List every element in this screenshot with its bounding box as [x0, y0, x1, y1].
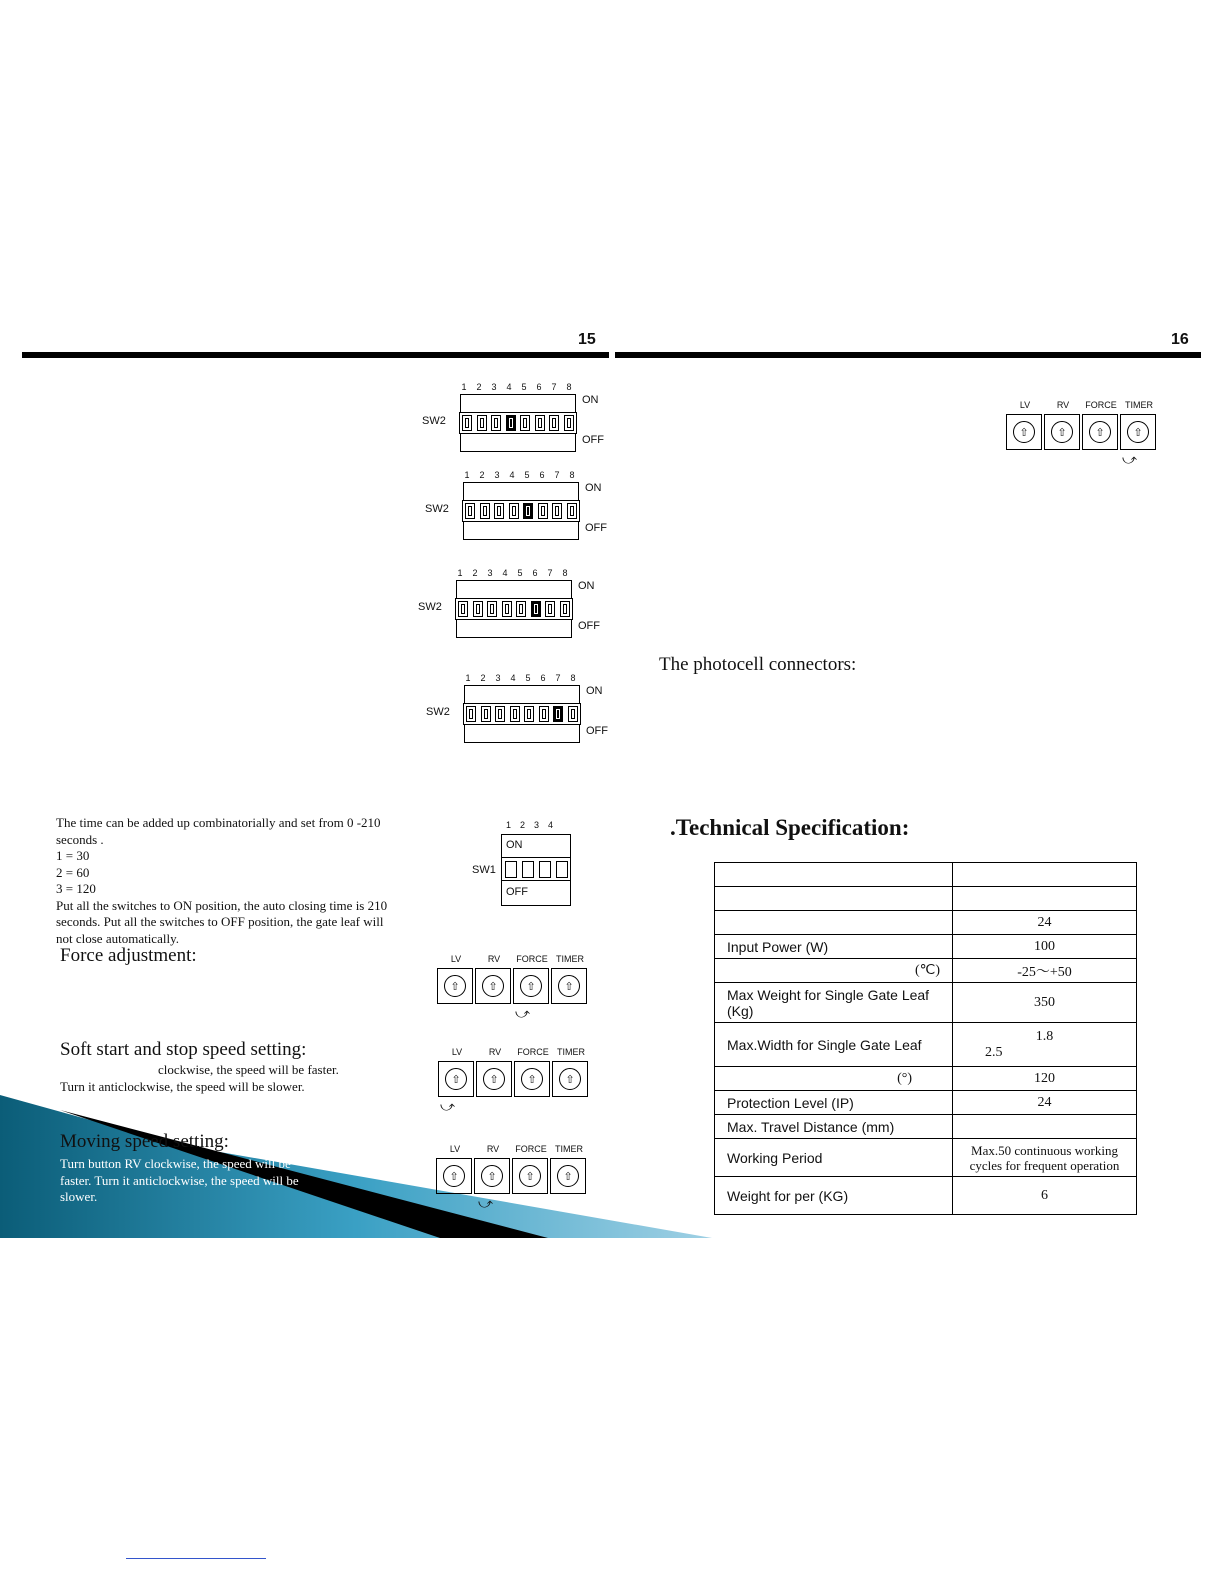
up-arrow-icon: ⇧: [445, 1068, 467, 1090]
spec-label: Max.Width for Single Gate Leaf: [715, 1023, 953, 1067]
knob-label: RV: [487, 954, 501, 964]
table-row: [715, 887, 1137, 911]
rotate-arrow-icon: ⤻: [515, 1006, 530, 1022]
dip-switch-sw2-2: [423, 470, 613, 564]
on-label: ON: [582, 394, 599, 406]
up-arrow-icon: ⇧: [557, 1165, 579, 1187]
switch-number: 5: [517, 568, 523, 578]
knob-label: LV: [450, 954, 462, 964]
knob-label: LV: [1019, 400, 1031, 410]
spec-label: Protection Level (IP): [715, 1091, 953, 1115]
spec-label: Working Period: [715, 1139, 953, 1177]
spec-value: 6: [953, 1177, 1137, 1215]
off-label: OFF: [578, 620, 600, 632]
text-line: slower.: [60, 1189, 98, 1204]
switch-number: 7: [555, 673, 561, 683]
rv-knob: [474, 1158, 510, 1194]
up-arrow-icon: ⇧: [519, 1165, 541, 1187]
spec-value: Max.50 continuous working cycles for frequent operation: [953, 1139, 1137, 1177]
spec-value: 120: [953, 1067, 1137, 1091]
footer-link-underline: [126, 1558, 266, 1559]
timer-knob: [550, 1158, 586, 1194]
spec-label: [715, 911, 953, 935]
knob-label: TIMER: [555, 1144, 583, 1154]
off-label: OFF: [586, 725, 608, 737]
switch-number: 7: [554, 470, 560, 480]
knob-label: TIMER: [1125, 400, 1153, 410]
sw2-label: SW2: [426, 706, 450, 718]
knob-label: FORCE: [517, 1047, 549, 1057]
dip-toggle: [553, 706, 563, 722]
rv-knob: [475, 968, 511, 1004]
switch-number: 4: [548, 820, 554, 830]
on-label: ON: [585, 482, 602, 494]
switch-number: 8: [569, 470, 575, 480]
switch-number: 7: [547, 568, 553, 578]
dip-toggle: [487, 601, 497, 617]
lv-knob: [437, 968, 473, 1004]
dip-toggle: [473, 601, 483, 617]
table-row: [715, 1067, 1137, 1091]
header-rule-left: [22, 352, 609, 358]
spec-label: Max. Travel Distance (mm): [715, 1115, 953, 1139]
spec-label: (°): [715, 1067, 953, 1091]
switch-number: 2: [520, 820, 526, 830]
switch-number: 3: [491, 382, 497, 392]
table-row: [715, 935, 1137, 959]
switch-number: 1: [506, 820, 512, 830]
spec-label: (℃): [715, 959, 953, 983]
up-arrow-icon: ⇧: [483, 1068, 505, 1090]
switch-numbers: [506, 820, 553, 830]
dip-toggle: [524, 706, 534, 722]
switch-number: 3: [487, 568, 493, 578]
moving-speed-heading: Moving speed setting:: [60, 1131, 229, 1152]
switch-number: 7: [551, 382, 557, 392]
switch-number: 6: [532, 568, 538, 578]
force-knob: [512, 1158, 548, 1194]
spec-value: 24: [953, 1091, 1137, 1115]
rv-knob: [1044, 414, 1080, 450]
moving-speed-text: [60, 1156, 299, 1206]
spec-value: 350: [953, 983, 1137, 1023]
spec-value: [953, 1115, 1137, 1139]
force-heading: Force adjustment:: [60, 945, 197, 966]
switch-number: 4: [502, 568, 508, 578]
sw2-label: SW2: [425, 503, 449, 515]
knob-label: TIMER: [557, 1047, 585, 1057]
off-label: OFF: [506, 886, 528, 898]
switch-housing: [464, 685, 580, 743]
sw1-label: SW1: [472, 864, 496, 876]
dip-switch-sw2-1: [420, 382, 610, 476]
switch-number: 5: [524, 470, 530, 480]
dip-toggle: [462, 415, 472, 431]
switch-numbers: [464, 673, 577, 683]
dip-toggle: [516, 601, 526, 617]
text-line: seconds .: [56, 831, 104, 847]
spec-label: [715, 863, 953, 887]
switch-housing: [456, 580, 572, 638]
force-knob: [513, 968, 549, 1004]
photocell-heading: The photocell connectors:: [659, 654, 857, 675]
switch-number: 1: [464, 470, 470, 480]
spec-heading: .Technical Specification:: [670, 815, 910, 840]
text-line: Turn button RV clockwise, the speed will be: [60, 1156, 291, 1171]
switch-number: 3: [495, 673, 501, 683]
up-arrow-icon: ⇧: [1013, 421, 1035, 443]
knob-panel-moving: [436, 1144, 588, 1212]
table-row: [715, 1115, 1137, 1139]
knob-label: FORCE: [516, 954, 548, 964]
dip-toggle: [480, 503, 490, 519]
off-label: OFF: [582, 434, 604, 446]
knob-label: LV: [451, 1047, 463, 1057]
spec-label: Weight for per (KG): [715, 1177, 953, 1215]
spec-value-secondary: 2.5: [985, 1044, 1003, 1060]
knob-label: FORCE: [515, 1144, 547, 1154]
dip-switch-sw1: [470, 820, 580, 910]
dip-toggle: [465, 503, 475, 519]
page-number-left: 15: [578, 331, 596, 348]
switch-numbers: [463, 470, 576, 480]
switch-number: 6: [539, 470, 545, 480]
dip-toggle: [466, 706, 476, 722]
text-line: 1 = 30: [56, 848, 90, 863]
rotate-arrow-icon: ⤻: [440, 1099, 455, 1115]
spec-value: 100: [953, 935, 1137, 959]
knob-label: FORCE: [1085, 400, 1117, 410]
up-arrow-icon: ⇧: [482, 975, 504, 997]
switch-housing: [501, 834, 571, 906]
spec-value: 1.8: [1035, 1028, 1054, 1044]
spec-label: Max Weight for Single Gate Leaf (Kg): [715, 983, 953, 1023]
up-arrow-icon: ⇧: [1051, 421, 1073, 443]
switch-number: 8: [570, 673, 576, 683]
table-row: [715, 959, 1137, 983]
dip-toggle: [523, 503, 533, 519]
switch-number: 6: [536, 382, 542, 392]
spec-table: [714, 862, 1137, 1215]
dip-toggle: [538, 503, 548, 519]
text-line: seconds. Put all the switches to OFF position, the gate leaf will: [56, 914, 384, 929]
switch-number: 1: [465, 673, 471, 683]
rotate-arrow-icon: ⤻: [478, 1196, 493, 1212]
switch-numbers: [456, 568, 569, 578]
dip-toggle: [491, 415, 501, 431]
up-arrow-icon: ⇧: [521, 1068, 543, 1090]
lv-knob: [436, 1158, 472, 1194]
off-label: OFF: [585, 522, 607, 534]
switch-number: 1: [461, 382, 467, 392]
dip-toggle: [494, 503, 504, 519]
switch-numbers: [460, 382, 573, 392]
spec-value-cell: [953, 1023, 1137, 1067]
dip-toggle: [522, 861, 534, 878]
dip-switch-sw2-4: [424, 673, 614, 767]
header-rule-right: [615, 352, 1201, 358]
on-label: ON: [578, 580, 595, 592]
switch-number: 3: [494, 470, 500, 480]
switch-number: 4: [510, 673, 516, 683]
spec-value: 24: [953, 911, 1137, 935]
dip-toggle: [560, 601, 570, 617]
up-arrow-icon: ⇧: [1089, 421, 1111, 443]
knob-label: LV: [449, 1144, 461, 1154]
dip-toggle: [506, 415, 516, 431]
dip-toggle: [531, 601, 541, 617]
switch-number: 8: [566, 382, 572, 392]
switch-number: 2: [472, 568, 478, 578]
spec-label: Input Power (W): [715, 935, 953, 959]
dip-toggle: [539, 706, 549, 722]
knob-panel-force: [437, 954, 589, 1022]
switch-number: 2: [476, 382, 482, 392]
knob-label: RV: [486, 1144, 500, 1154]
dip-toggle: [539, 861, 551, 878]
dip-toggle: [545, 601, 555, 617]
dip-toggle: [458, 601, 468, 617]
dip-toggle: [567, 503, 577, 519]
dip-toggle: [477, 415, 487, 431]
page-number-right: 16: [1171, 331, 1189, 348]
timer-knob: [1120, 414, 1156, 450]
knob-panel-right: [1006, 400, 1158, 468]
spec-value: -25～+50: [953, 959, 1137, 983]
dip-toggle: [535, 415, 545, 431]
table-row: [715, 863, 1137, 887]
up-arrow-icon: ⇧: [481, 1165, 503, 1187]
dip-toggle: [510, 706, 520, 722]
sw2-label: SW2: [422, 415, 446, 427]
switch-housing: [460, 394, 576, 452]
dip-toggle: [520, 415, 530, 431]
dip-switch-sw2-3: [416, 568, 606, 662]
up-arrow-icon: ⇧: [444, 975, 466, 997]
up-arrow-icon: ⇧: [1127, 421, 1149, 443]
table-row: [715, 1177, 1137, 1215]
switch-number: 5: [525, 673, 531, 683]
dip-toggle: [502, 601, 512, 617]
table-row: [715, 1023, 1137, 1067]
switch-number: 3: [534, 820, 540, 830]
knob-label: RV: [488, 1047, 502, 1057]
lv-knob: [1006, 414, 1042, 450]
switch-number: 8: [562, 568, 568, 578]
dip-toggle: [509, 503, 519, 519]
switch-number: 4: [509, 470, 515, 480]
switch-number: 5: [521, 382, 527, 392]
sw2-label: SW2: [418, 601, 442, 613]
up-arrow-icon: ⇧: [443, 1165, 465, 1187]
up-arrow-icon: ⇧: [559, 1068, 581, 1090]
dip-toggle: [549, 415, 559, 431]
text-line: The time can be added up combinatorially and set from 0 -210: [56, 815, 381, 830]
dip-toggle: [556, 861, 568, 878]
dip-toggle: [552, 503, 562, 519]
spec-value: [953, 887, 1137, 911]
rotate-arrow-icon: ⤻: [1122, 452, 1137, 468]
dip-toggle: [564, 415, 574, 431]
on-label: ON: [586, 685, 603, 697]
text-line: 3 = 120: [56, 881, 96, 896]
text-line: 2 = 60: [56, 864, 90, 880]
text-line: not close automatically.: [56, 930, 179, 946]
dip-toggle: [568, 706, 578, 722]
text-line: Put all the switches to ON position, the auto closing time is 210: [56, 897, 388, 913]
switch-housing: [463, 482, 579, 540]
timer-description: [56, 815, 446, 947]
table-row: [715, 983, 1137, 1023]
switch-number: 4: [506, 382, 512, 392]
switch-number: 2: [480, 673, 486, 683]
soft-start-line2: Turn it anticlockwise, the speed will be slower.: [60, 1079, 305, 1094]
dip-toggle: [481, 706, 491, 722]
table-row: [715, 911, 1137, 935]
soft-start-heading: Soft start and stop speed setting:: [60, 1039, 307, 1060]
force-knob: [1082, 414, 1118, 450]
spec-value: [953, 863, 1137, 887]
soft-start-line1: clockwise, the speed will be faster.: [158, 1062, 339, 1077]
up-arrow-icon: ⇧: [520, 975, 542, 997]
table-row: [715, 1091, 1137, 1115]
switch-number: 2: [479, 470, 485, 480]
dip-toggle: [495, 706, 505, 722]
table-row: [715, 1139, 1137, 1177]
dip-toggle: [505, 861, 517, 878]
knob-label: TIMER: [556, 954, 584, 964]
timer-knob: [551, 968, 587, 1004]
on-label: ON: [506, 839, 523, 851]
switch-number: 1: [457, 568, 463, 578]
up-arrow-icon: ⇧: [558, 975, 580, 997]
knob-label: RV: [1056, 400, 1070, 410]
text-line: faster. Turn it anticlockwise, the speed will be: [60, 1172, 299, 1188]
spec-label: [715, 887, 953, 911]
switch-number: 6: [540, 673, 546, 683]
